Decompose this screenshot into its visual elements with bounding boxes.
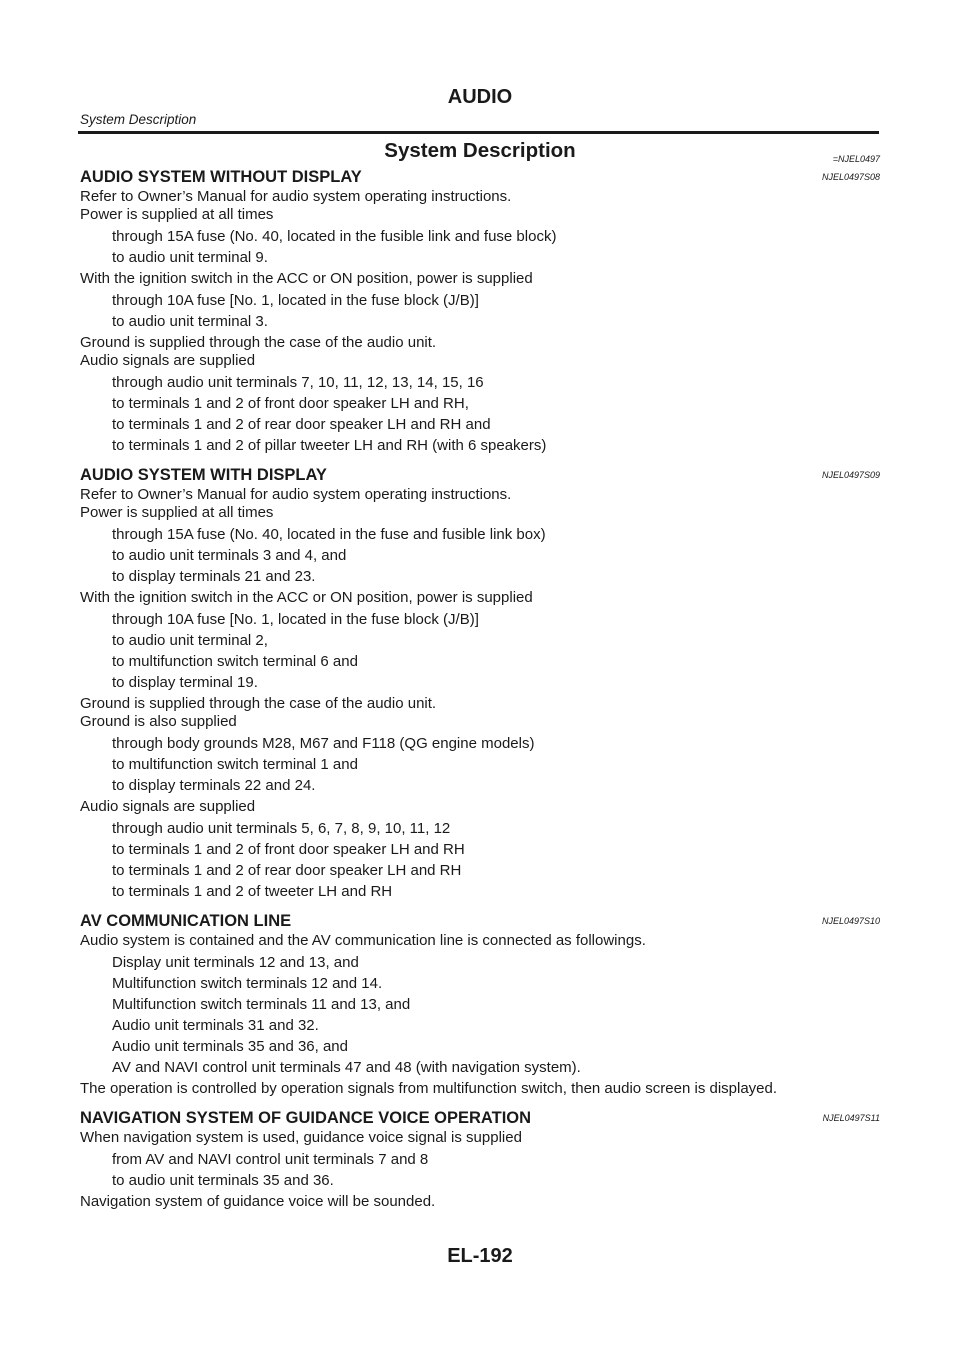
paragraph-line: Power is supplied at all times [80, 504, 274, 521]
indented-line: through 15A fuse (No. 40, located in the fusible link and fuse block) [112, 228, 557, 245]
section [80, 464, 880, 901]
indented-line: to display terminals 21 and 23. [112, 568, 316, 585]
indented-line: through audio unit terminals 5, 6, 7, 8, 9, 10, 11, 12 [112, 820, 451, 837]
header-title: AUDIO [447, 86, 513, 108]
indented-line: to audio unit terminal 9. [112, 249, 268, 266]
indented-line: to display terminal 19. [112, 674, 258, 691]
indented-line: Multifunction switch terminals 12 and 14. [112, 975, 383, 992]
indented-line: to terminals 1 and 2 of rear door speaker LH and RH and [112, 416, 491, 433]
page-code: =NJEL0497 [832, 154, 880, 164]
indented-line: from AV and NAVI control unit terminals 7 and 8 [112, 1151, 429, 1168]
page-title: System Description [384, 139, 576, 162]
page-number: EL-192 [447, 1245, 513, 1267]
indented-line: to audio unit terminals 3 and 4, and [112, 547, 347, 564]
indented-line: to terminals 1 and 2 of tweeter LH and RH [112, 883, 393, 900]
indented-line: through audio unit terminals 7, 10, 11, 12, 13, 14, 15, 16 [112, 374, 484, 391]
paragraph-line: Audio signals are supplied [80, 798, 256, 815]
indented-line: to multifunction switch terminal 1 and [112, 756, 358, 773]
paragraph-line: Audio signals are supplied [80, 352, 256, 369]
section-title: AV COMMUNICATION LINE [80, 912, 292, 930]
header-subtitle: System Description [80, 112, 197, 127]
indented-line: to terminals 1 and 2 of pillar tweeter LH and RH (with 6 speakers) [112, 437, 547, 454]
paragraph-line: Ground is also supplied [80, 713, 237, 730]
indented-line: AV and NAVI control unit terminals 47 and 48 (with navigation system). [112, 1059, 581, 1076]
paragraph-line: With the ignition switch in the ACC or ON position, power is supplied [80, 270, 533, 287]
indented-line: to display terminals 22 and 24. [112, 777, 316, 794]
paragraph-line: With the ignition switch in the ACC or ON position, power is supplied [80, 589, 533, 606]
indented-line: Multifunction switch terminals 11 and 13, and [112, 996, 411, 1013]
indented-line: to multifunction switch terminal 6 and [112, 653, 358, 670]
section-title: AUDIO SYSTEM WITH DISPLAY [80, 466, 327, 484]
indented-line: through 10A fuse [No. 1, located in the fuse block (J/B)] [112, 611, 479, 628]
indented-line: to terminals 1 and 2 of front door speaker LH and RH [112, 841, 465, 858]
paragraph-line: The operation is controlled by operation signals from multifunction switch, then audio screen is displayed. [80, 1080, 778, 1097]
indented-line: to terminals 1 and 2 of front door speaker LH and RH, [112, 395, 469, 412]
paragraph-line: Audio system is contained and the AV communication line is connected as followings. [80, 932, 646, 949]
paragraph-line: Refer to Owner’s Manual for audio system operating instructions. [80, 188, 512, 205]
section [80, 1107, 880, 1211]
section-code: NJEL0497S10 [821, 916, 880, 926]
indented-line: Audio unit terminals 31 and 32. [112, 1017, 319, 1034]
indented-line: Display unit terminals 12 and 13, and [112, 954, 359, 971]
section [80, 910, 880, 1098]
indented-line: through 10A fuse [No. 1, located in the fuse block (J/B)] [112, 292, 479, 309]
sections-container [80, 166, 880, 1211]
section-code: NJEL0497S11 [822, 1113, 880, 1123]
section-code: NJEL0497S08 [821, 172, 880, 182]
paragraph-line: When navigation system is used, guidance voice signal is supplied [80, 1129, 522, 1146]
header-rule [78, 131, 879, 134]
paragraph-line: Ground is supplied through the case of the audio unit. [80, 695, 437, 712]
section-title: AUDIO SYSTEM WITHOUT DISPLAY [80, 168, 362, 186]
main-content [80, 136, 880, 1211]
indented-line: through 15A fuse (No. 40, located in the fuse and fusible link box) [112, 526, 546, 543]
indented-line: through body grounds M28, M67 and F118 (QG engine models) [112, 735, 535, 752]
section-code: NJEL0497S09 [821, 470, 880, 480]
paragraph-line: Refer to Owner’s Manual for audio system operating instructions. [80, 486, 512, 503]
indented-line: to audio unit terminals 35 and 36. [112, 1172, 334, 1189]
indented-line: to audio unit terminal 3. [112, 313, 268, 330]
paragraph-line: Ground is supplied through the case of the audio unit. [80, 334, 437, 351]
indented-line: to terminals 1 and 2 of rear door speaker LH and RH [112, 862, 462, 879]
indented-line: to audio unit terminal 2, [112, 632, 268, 649]
section-title: NAVIGATION SYSTEM OF GUIDANCE VOICE OPERATION [80, 1109, 532, 1127]
section [80, 166, 880, 455]
indented-line: Audio unit terminals 35 and 36, and [112, 1038, 348, 1055]
paragraph-line: Power is supplied at all times [80, 206, 274, 223]
paragraph-line: Navigation system of guidance voice will be sounded. [80, 1193, 436, 1210]
